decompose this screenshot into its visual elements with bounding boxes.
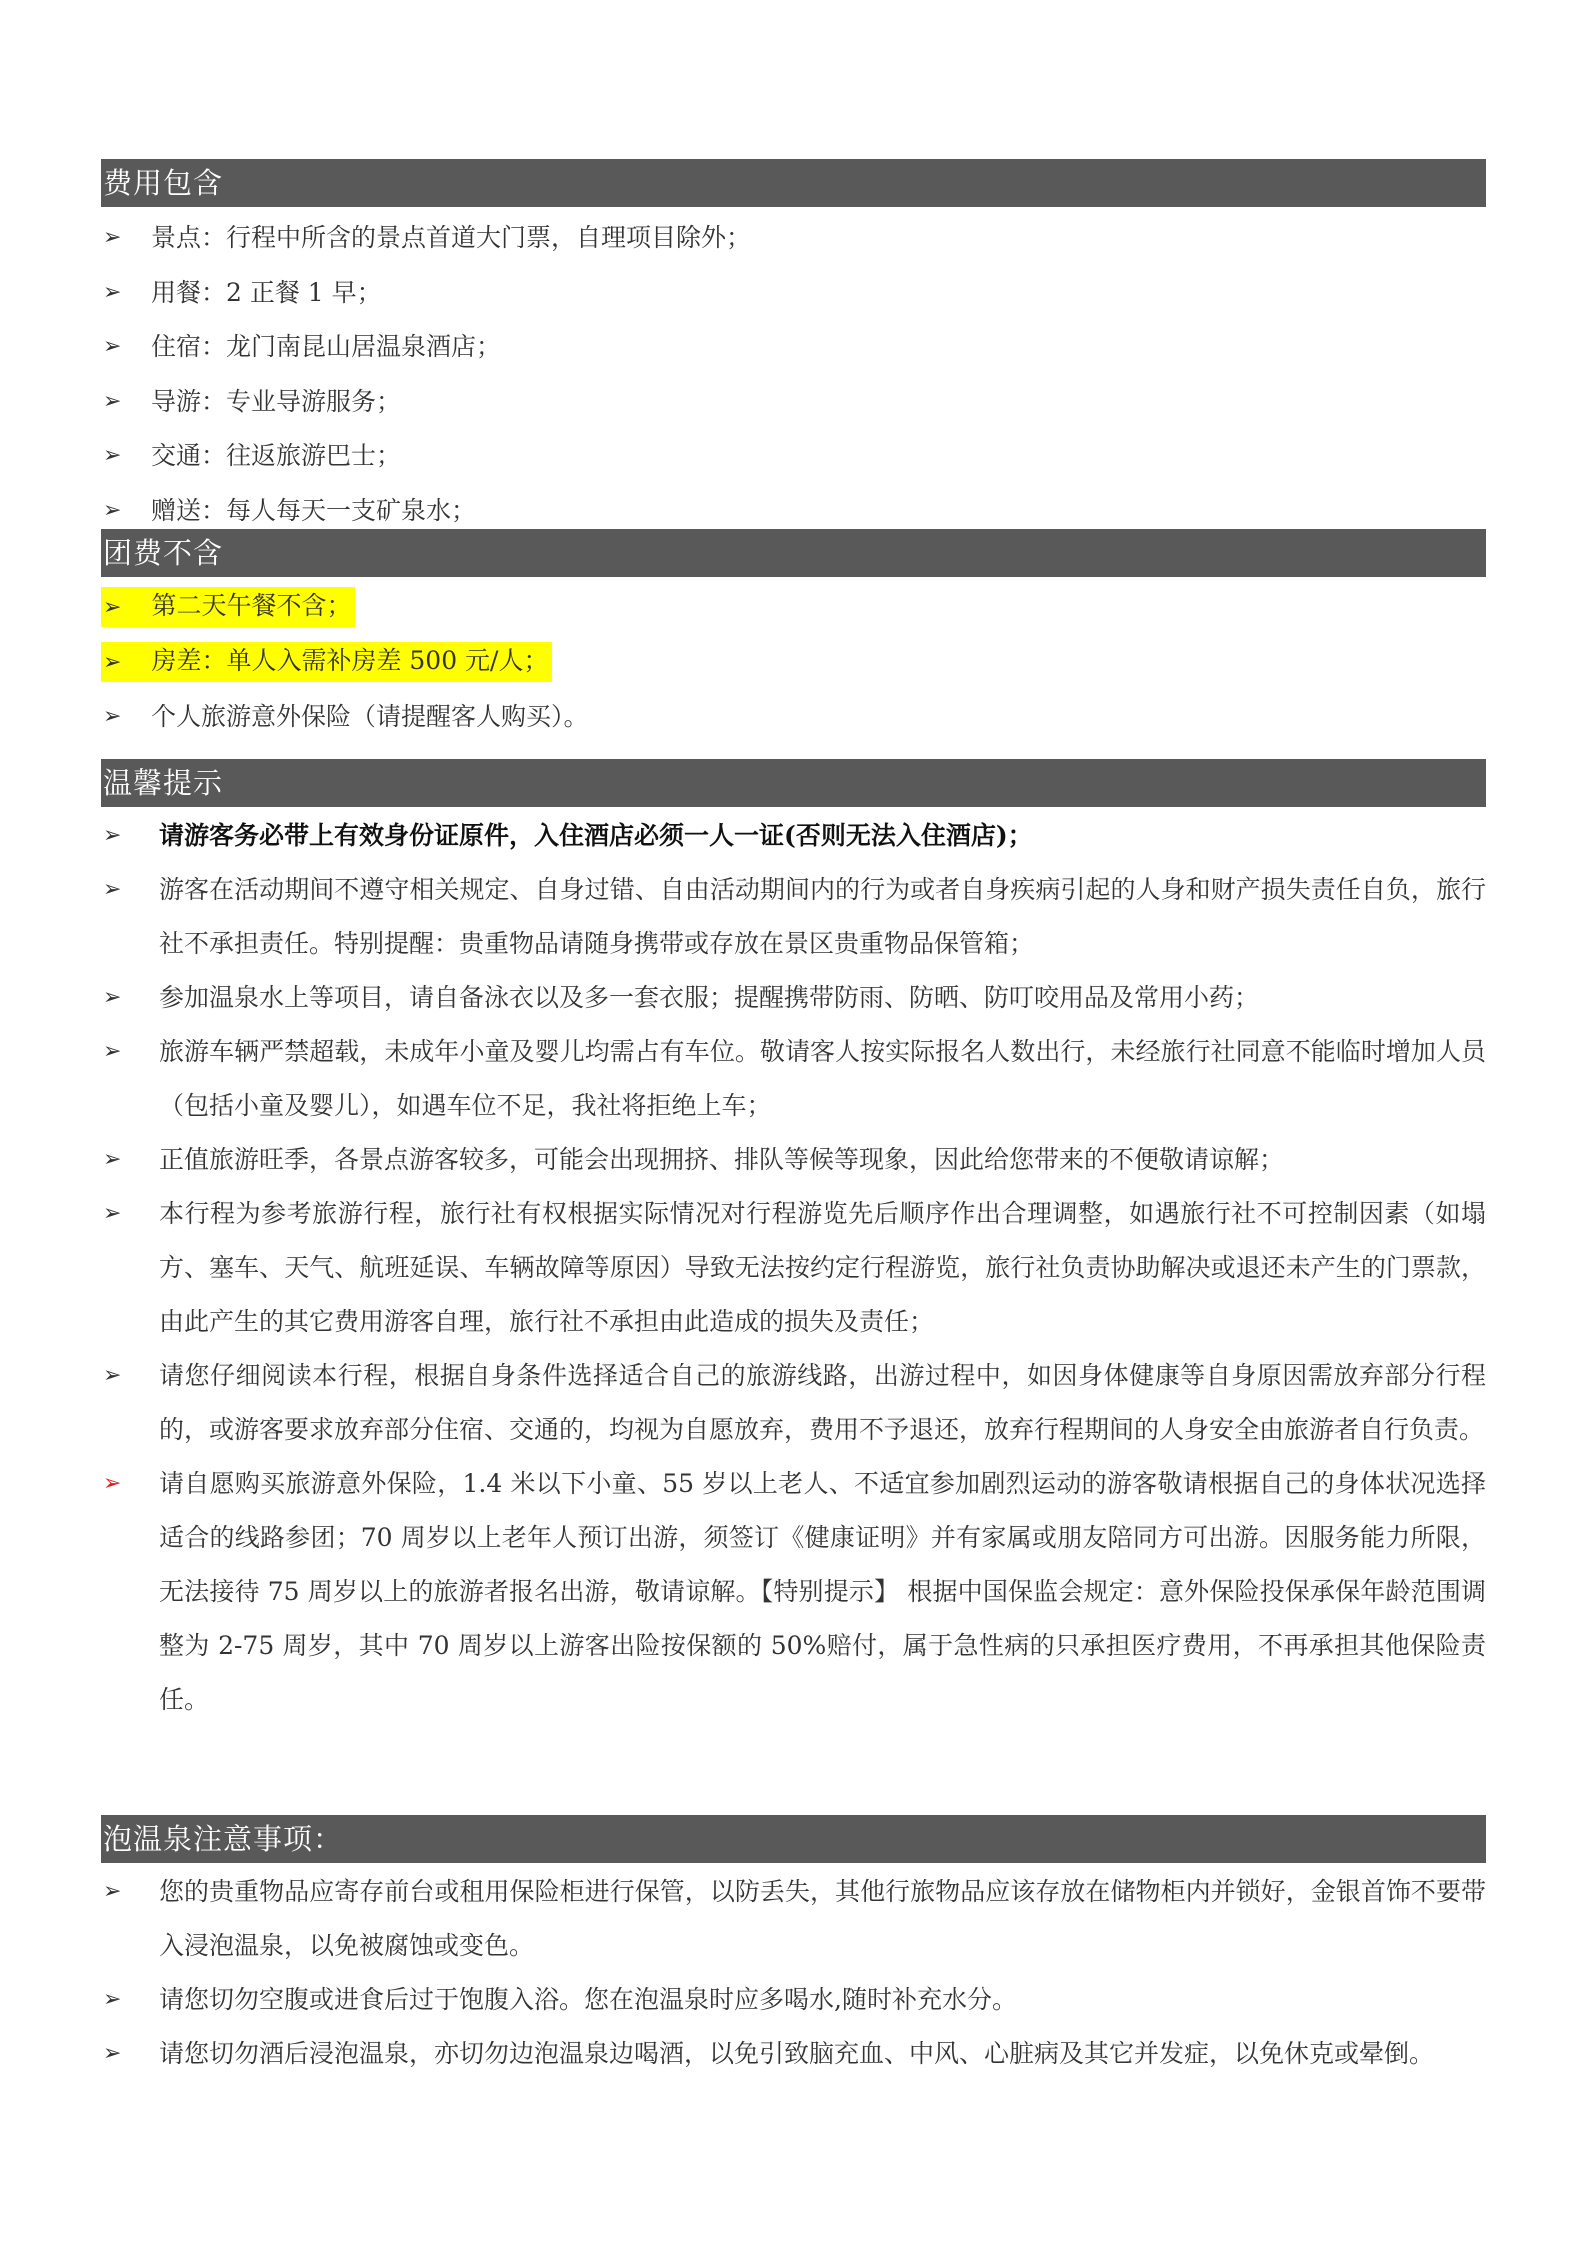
fee-include-section: [101, 159, 1486, 539]
list-item: ➢ 第二天午餐不含；: [101, 579, 1486, 634]
tips-section: [101, 759, 1486, 1727]
section-header: 泡温泉注意事项：: [101, 1815, 1486, 1863]
list-item: ➢ 交通：往返旅游巴士；: [101, 429, 1486, 484]
hot-spring-list: [101, 1865, 1486, 2081]
bullet-arrow-icon: ➢: [103, 2041, 122, 2066]
list-item: ➢ 景点：行程中所含的景点首道大门票，自理项目除外；: [101, 211, 1486, 266]
section-header: 团费不含: [101, 529, 1486, 577]
fee-exclude-section: [101, 529, 1486, 745]
list-item: ➢ 正值旅游旺季，各景点游客较多，可能会出现拥挤、排队等候等现象，因此给您带来的不便敬请谅解；: [101, 1133, 1486, 1187]
bullet-arrow-icon: ➢: [103, 279, 122, 305]
list-item: ➢ 住宿：龙门南昆山居温泉酒店；: [101, 320, 1486, 375]
bullet-arrow-icon: ➢: [103, 1471, 122, 1496]
section-header: 温馨提示: [101, 759, 1486, 807]
list-item: ➢ 用餐：2 正餐 1 早；: [101, 266, 1486, 321]
bullet-arrow-icon: ➢: [103, 649, 122, 675]
bullet-arrow-icon: ➢: [103, 497, 122, 523]
hot-spring-section: [101, 1815, 1486, 2081]
list-item: ➢ 赠送：每人每天一支矿泉水；: [101, 484, 1486, 539]
list-item: ➢ 您的贵重物品应寄存前台或租用保险柜进行保管，以防丢失，其他行旅物品应该存放在储物柜内并锁好，金银首饰不要带入浸泡温泉，以免被腐蚀或变色。: [101, 1865, 1486, 1973]
list-item: ➢ 个人旅游意外保险（请提醒客人购买）。: [101, 690, 1486, 745]
list-item: ➢ 请您切勿空腹或进食后过于饱腹入浴。您在泡温泉时应多喝水,随时补充水分。: [101, 1973, 1486, 2027]
bullet-arrow-icon: ➢: [103, 595, 122, 620]
list-item: ➢ 参加温泉水上等项目，请自备泳衣以及多一套衣服；提醒携带防雨、防晒、防叮咬用品及常用小药；: [101, 971, 1486, 1025]
list-item: ➢ 导游：专业导游服务；: [101, 375, 1486, 430]
list-item: ➢ 本行程为参考旅游行程，旅行社有权根据实际情况对行程游览先后顺序作出合理调整，如遇旅行社不可控制因素（如塌方、塞车、天气、航班延误、车辆故障等原因）导致无法按约定行程游览，旅行社负责协助解决或退还未产生的门票款，由此产生的其它费用游客自理，旅行社不承担由此造成的损失及责任；: [101, 1187, 1486, 1349]
list-item: ➢ 旅游车辆严禁超载，未成年小童及婴儿均需占有车位。敬请客人按实际报名人数出行，未经旅行社同意不能临时增加人员（包括小童及婴儿），如遇车位不足，我社将拒绝上车；: [101, 1025, 1486, 1133]
fee-include-list: [101, 211, 1486, 539]
bullet-arrow-icon: ➢: [103, 334, 122, 360]
bullet-arrow-icon: ➢: [103, 877, 122, 902]
bullet-arrow-icon: ➢: [103, 985, 122, 1010]
bullet-arrow-icon: ➢: [103, 388, 122, 414]
list-item: ➢ 请游客务必带上有效身份证原件，入住酒店必须一人一证(否则无法入住酒店)；: [101, 809, 1486, 863]
list-item: ➢ 请自愿购买旅游意外保险，1.4 米以下小童、55 岁以上老人、不适宜参加剧烈运动的游客敬请根据自己的身体状况选择适合的线路参团；70 周岁以上老年人预订出游，须签订《健康证明》并有家属或朋友陪同方可出游。因服务能力所限，无法接待 75 周岁以上的旅游者报名出游，敬请谅解。【特别提示】 根据中国保监会规定：意外保险投保承保年龄范围调整为 2-75 周岁，其中 70 周岁以上游客出险按保额的 50%赔付，属于急性病的只承担医疗费用，不再承担其他保险责任。: [101, 1457, 1486, 1727]
list-item: ➢ 请您仔细阅读本行程，根据自身条件选择适合自己的旅游线路，出游过程中，如因身体健康等自身原因需放弃部分行程的，或游客要求放弃部分住宿、交通的，均视为自愿放弃，费用不予退还，放弃行程期间的人身安全由旅游者自行负责。: [101, 1349, 1486, 1457]
fee-exclude-list: [101, 579, 1486, 745]
bullet-arrow-icon: ➢: [103, 1039, 122, 1064]
tips-list: [101, 809, 1486, 1727]
section-header: 费用包含: [101, 159, 1486, 207]
bullet-arrow-icon: ➢: [103, 443, 122, 469]
bullet-arrow-icon: ➢: [103, 1987, 122, 2012]
list-item: ➢ 请您切勿酒后浸泡温泉，亦切勿边泡温泉边喝酒，以免引致脑充血、中风、心脏病及其它并发症，以免休克或晕倒。: [101, 2027, 1486, 2081]
bullet-arrow-icon: ➢: [103, 1363, 122, 1388]
list-item: ➢ 房差：单人入需补房差 500 元/人；: [101, 634, 1486, 689]
bullet-arrow-icon: ➢: [103, 1879, 122, 1904]
bullet-arrow-icon: ➢: [103, 704, 122, 730]
bullet-arrow-icon: ➢: [103, 1201, 122, 1226]
bullet-arrow-icon: ➢: [103, 225, 122, 250]
bullet-arrow-icon: ➢: [103, 1147, 122, 1172]
bullet-arrow-icon: ➢: [103, 823, 122, 848]
list-item: ➢ 游客在活动期间不遵守相关规定、自身过错、自由活动期间内的行为或者自身疾病引起的人身和财产损失责任自负，旅行社不承担责任。特别提醒：贵重物品请随身携带或存放在景区贵重物品保管箱；: [101, 863, 1486, 971]
